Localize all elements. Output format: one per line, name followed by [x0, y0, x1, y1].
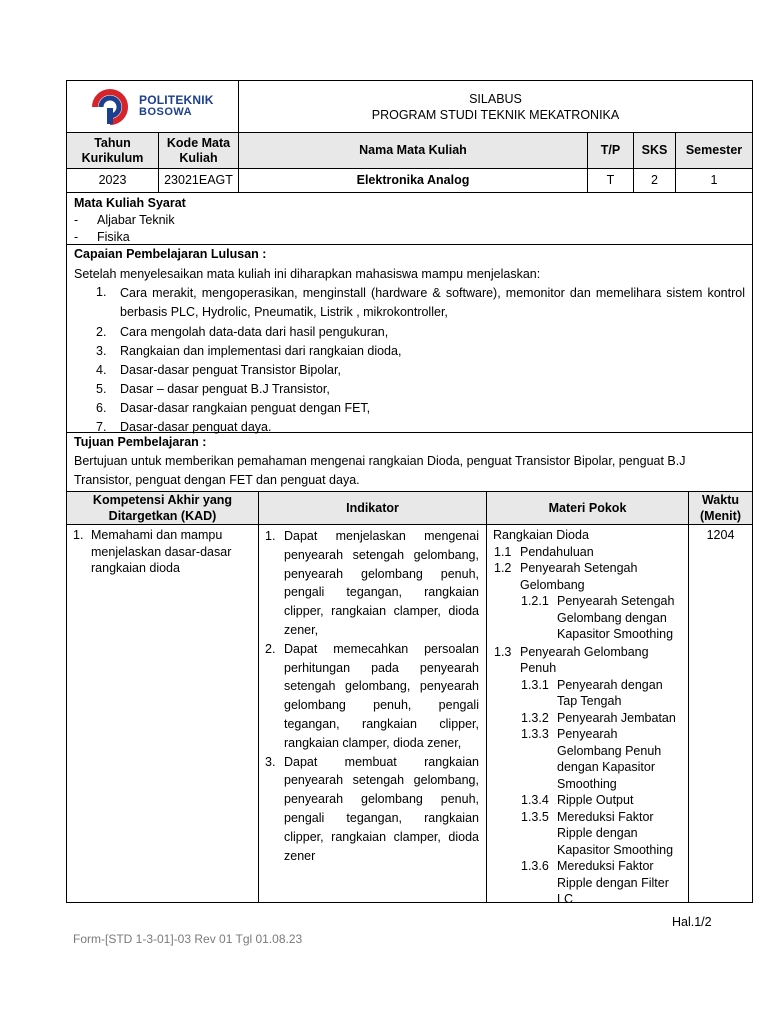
cpl-item: 3. Rangkaian dan implementasi dari rangkaian dioda,	[96, 344, 402, 358]
cpl-item: 1. Cara merakit, mengoperasikan, menginstall (hardware & software), memonitor dan memelihara sistem kontrol berbasis PLC, Hydrolic, Pneumatik, Listrik , mikrokontroller,	[96, 285, 745, 319]
logo-line1: POLITEKNIK	[139, 93, 214, 107]
materi-item: 1.3 Penyearah Gelombang Penuh	[494, 644, 649, 675]
cell-kad	[66, 524, 259, 903]
header-tahun: Tahun Kurikulum	[66, 132, 159, 169]
materi-item: 1.2 Penyearah Setengah Gelombang	[494, 561, 638, 592]
tujuan-text: Bertujuan untuk memberikan pemahaman mengenai rangkaian Dioda, penguat Transistor Bipolar, penguat B.J Transistor, penguat dengan FET dan penguat daya.	[74, 454, 686, 487]
header-kad: Kompetensi Akhir yang Ditargetkan (KAD)	[66, 491, 259, 525]
waktu-value: 1204	[706, 528, 735, 542]
materi-subitem: 1.3.6 Mereduksi Faktor Ripple dengan Filter LC	[521, 859, 669, 906]
cpl-title: Capaian Pembelajaran Lulusan :	[74, 247, 267, 261]
header-kode: Kode Mata Kuliah	[158, 132, 239, 169]
cell-waktu	[688, 524, 753, 903]
materi-subitem: 1.2.1 Penyearah Setengah Gelombang dengan Kapasitor Smoothing	[521, 594, 675, 641]
cpl-item: 5. Dasar – dasar penguat B.J Transistor,	[96, 382, 330, 396]
tujuan-title: Tujuan Pembelajaran :	[74, 435, 207, 449]
header-indikator: Indikator	[258, 491, 487, 525]
indikator-item: 1. Dapat menjelaskan mengenai penyearah setengah gelombang, penyearah gelombang penuh, pengali tegangan, rangkaian clipper, rangkaian clamper, dioda zener,	[265, 529, 479, 637]
cpl-item: 4. Dasar-dasar penguat Transistor Bipolar,	[96, 363, 341, 377]
cpl-item: 2. Cara mengolah data-data dari hasil pengukuran,	[96, 325, 389, 339]
cell-semester: 1	[675, 168, 753, 193]
cell-materi	[486, 524, 689, 906]
form-footer: Form-[STD 1-3-01]-03 Rev 01 Tgl 01.08.23	[73, 932, 303, 946]
header-nama: Nama Mata Kuliah	[238, 132, 588, 169]
cpl-item: 7. Dasar-dasar penguat daya.	[96, 420, 272, 434]
materi-subitem: 1.3.1 Penyearah dengan Tap Tengah	[521, 677, 663, 708]
politeknik-bosowa-logo-icon	[89, 86, 139, 128]
prerequisite-item: - Fisika	[74, 230, 130, 244]
tujuan-section	[66, 432, 753, 492]
document-title: SILABUS	[469, 91, 522, 106]
cell-indikator	[258, 524, 487, 903]
header-sks: SKS	[633, 132, 676, 169]
cell-tp: T	[587, 168, 634, 193]
header-semester: Semester	[675, 132, 753, 169]
cpl-item: 6. Dasar-dasar rangkaian penguat dengan FET,	[96, 401, 371, 415]
indikator-item: 3. Dapat membuat rangkaian penyearah setengah gelombang, penyearah gelombang penuh, pengali tegangan, rangkaian clipper, rangkaian clamper, dioda zener	[265, 754, 479, 863]
cell-tahun: 2023	[66, 168, 159, 193]
cell-sks: 2	[633, 168, 676, 193]
cpl-intro: Setelah menyelesaikan mata kuliah ini diharapkan mahasiswa mampu menjelaskan:	[74, 267, 541, 281]
title-cell	[238, 80, 753, 133]
materi-item: 1.1 Pendahuluan	[494, 544, 594, 559]
program-title: PROGRAM STUDI TEKNIK MEKATRONIKA	[371, 107, 620, 122]
kad-item: 1. Memahami dan mampu menjelaskan dasar-dasar rangkaian dioda	[73, 528, 232, 575]
prerequisite-item: - Aljabar Teknik	[74, 213, 175, 227]
cpl-list	[96, 284, 745, 438]
materi-subitem: 1.3.3 Penyearah Gelombang Penuh dengan Kapasitor Smoothing	[521, 727, 662, 791]
header-materi: Materi Pokok	[486, 491, 689, 525]
page-number: Hal.1/2	[672, 915, 712, 929]
header-waktu: Waktu (Menit)	[688, 491, 753, 525]
header-tp: T/P	[587, 132, 634, 169]
materi-subitem: 1.3.4 Ripple Output	[521, 793, 634, 807]
cell-kode: 23021EAGT	[158, 168, 239, 193]
materi-subitem: 1.3.2 Penyearah Jembatan	[521, 710, 676, 725]
indikator-item: 2. Dapat memecahkan persoalan perhitungan pada penyearah setengah gelombang, penyearah gelombang penuh, pengali tegangan, rangkaian clipper, rangkaian clamper, dioda zener,	[265, 641, 479, 750]
materi-subitem: 1.3.5 Mereduksi Faktor Ripple dengan Kapasitor Smoothing	[521, 809, 674, 857]
cell-nama: Elektronika Analog	[238, 168, 588, 193]
cpl-section	[66, 244, 753, 433]
logo-cell	[66, 80, 239, 133]
logo-line2: BOSOWA	[139, 106, 193, 118]
prerequisites-title: Mata Kuliah Syarat	[74, 196, 186, 210]
prerequisites-section	[66, 192, 753, 245]
materi-heading: Rangkaian Dioda	[493, 528, 589, 542]
